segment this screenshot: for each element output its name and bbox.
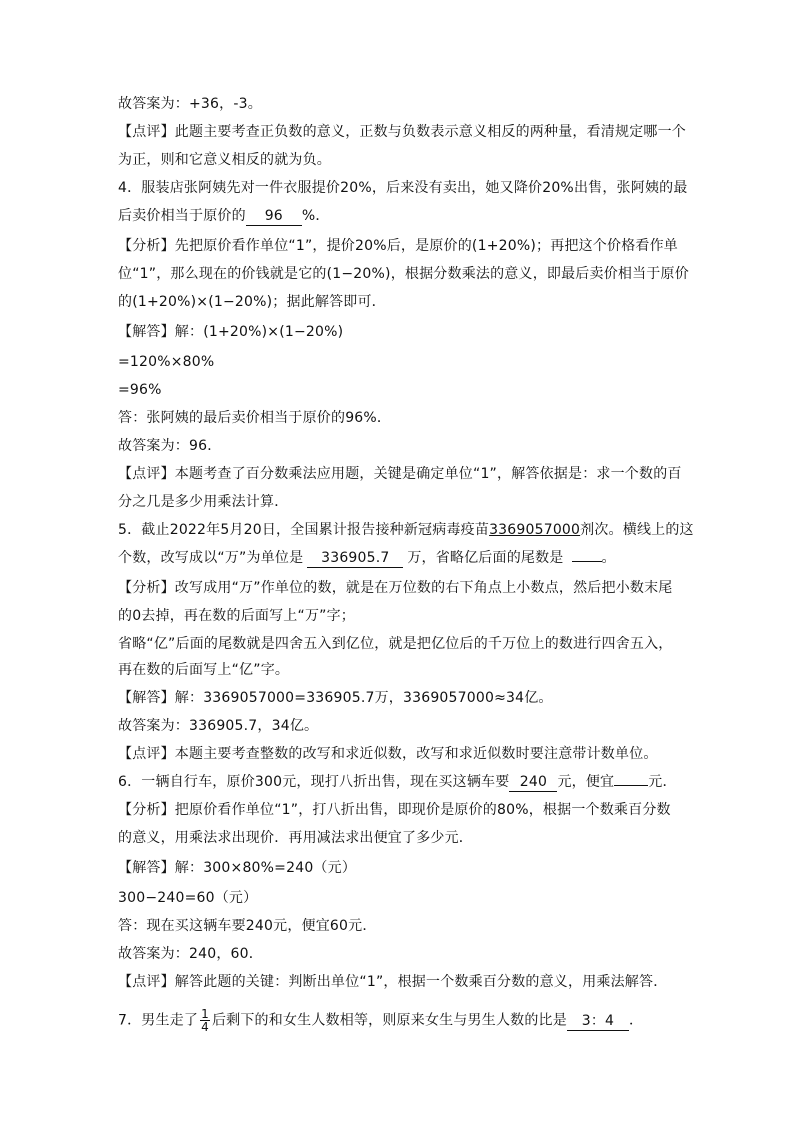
question-6-end: 元．	[648, 774, 677, 790]
question-5-text: 5．截止2022年5月20日，全国累计报告接种新冠病毒疫苗	[118, 522, 490, 538]
question-6-text-2: 元，便宜	[557, 774, 615, 790]
fraction-numerator: 1	[201, 1007, 209, 1021]
question-5-answer-blank-1: 336905.7	[307, 550, 403, 568]
solution-line-q6-1: 【解答】解：300×80%=240（元）	[118, 860, 357, 876]
question-7-text: 7．男生走了	[118, 1012, 199, 1029]
question-7-end: ．	[628, 1012, 644, 1029]
reply-line-q4: 答：张阿姨的最后卖价相当于原价的96%．	[118, 410, 392, 426]
analysis-line-q4-2: 位“1”，那么现在的价钱就是它的(1−20%)，根据分数乘法的意义，即最后卖价相当于原价	[118, 266, 689, 282]
question-5-end: 。	[601, 550, 616, 566]
question-4-answer-blank: 96	[246, 208, 302, 226]
solution-line-q6-2: 300−240=60（元）	[118, 890, 258, 906]
comment-line-q4-1: 【点评】本题考查了百分数乘法应用题，关键是确定单位“1”，解答依据是：求一个数的百	[118, 466, 682, 482]
question-5-number: 3369057000	[489, 522, 581, 538]
analysis-line-q5-4: 再在数的后面写上“亿”字。	[118, 662, 290, 678]
comment-line-q4-2: 分之几是多少用乘法计算．	[118, 494, 289, 510]
fraction-one-quarter	[200, 1008, 210, 1033]
question-5-text-2: 个数，改写成以“万”为单位是	[118, 550, 304, 566]
comment-line-q3-1: 【点评】此题主要考查正负数的意义，正数与负数表示意义相反的两种量，看清规定哪一个	[118, 124, 686, 140]
question-6-answer-blank-1: 240	[509, 774, 557, 792]
analysis-line-q4-1: 【分析】先把原价看作单位“1”，提价20%后，是原价的(1+20%)；再把这个价格看作单	[118, 238, 679, 254]
question-7-answer-blank: 3：4	[567, 1013, 629, 1031]
solution-line-q4-2: =120%×80%	[118, 354, 215, 370]
question-4-line-1: 4．服装店张阿姨先对一件衣服提价20%，后来没有卖出，她又降价20%出售，张阿姨的最	[118, 180, 688, 196]
analysis-line-q5-3: 省略“亿”后面的尾数就是四舍五入到亿位，就是把亿位后的千万位上的数进行四舍五入，	[118, 636, 673, 652]
question-6-text: 6．一辆自行车，原价300元，现打八折出售，现在买这辆车要	[118, 774, 510, 790]
question-5-line-2	[118, 548, 616, 568]
question-4-line-2	[118, 206, 330, 226]
solution-line-q4-1: 【解答】解：(1+20%)×(1−20%)	[118, 324, 344, 340]
comment-line-q3-2: 为正，则和它意义相反的就为负。	[118, 152, 331, 168]
question-7-line	[118, 1008, 643, 1033]
reply-line-q6: 答：现在买这辆车要240元，便宜60元．	[118, 918, 377, 934]
solution-line-q4-3: =96%	[118, 382, 162, 398]
answer-line-q5: 故答案为：336905.7，34亿。	[118, 718, 319, 734]
question-6-answer-blank-2	[614, 785, 648, 786]
question-4-text: 后卖价相当于原价的	[118, 208, 246, 224]
question-6-line	[118, 772, 677, 792]
answer-line-q6: 故答案为：240，60．	[118, 946, 263, 962]
question-5-answer-blank-2	[572, 561, 602, 562]
analysis-line-q6-2: 的意义，用乘法求出现价．再用减法求出便宜了多少元．	[118, 830, 473, 846]
question-5-text-3: 万，省略亿后面的尾数是	[407, 550, 564, 566]
analysis-line-q4-3: 的(1+20%)×(1−20%)；据此解答即可．	[118, 294, 386, 310]
answer-line-q3: 故答案为：+36，-3。	[118, 96, 262, 112]
solution-line-q5: 【解答】解：3369057000=336905.7万，3369057000≈34亿。	[118, 690, 553, 706]
question-5-line-1	[118, 520, 694, 540]
comment-line-q5: 【点评】本题主要考查整数的改写和求近似数，改写和求近似数时要注意带计数单位。	[118, 746, 658, 762]
question-4-unit: %．	[301, 208, 330, 224]
fraction-denominator: 4	[201, 1020, 209, 1034]
analysis-line-q6-1: 【分析】把原价看作单位“1”，打八折出售，即现价是原价的80%，根据一个数乘百分数	[118, 802, 671, 818]
question-7-text-2: 后剩下的和女生人数相等，则原来女生与男生人数的比是	[211, 1012, 567, 1029]
analysis-line-q5-1: 【分析】改写成用“万”作单位的数，就是在万位数的右下角点上小数点，然后把小数末尾	[118, 580, 673, 596]
question-5-text-cont: 剂次。横线上的这	[580, 522, 694, 538]
analysis-line-q5-2: 的0去掉，再在数的后面写上“万”字；	[118, 608, 356, 624]
answer-line-q4: 故答案为：96．	[118, 438, 222, 454]
comment-line-q6: 【点评】解答此题的关键：判断出单位“1”，根据一个数乘百分数的意义，用乘法解答．	[118, 974, 668, 990]
